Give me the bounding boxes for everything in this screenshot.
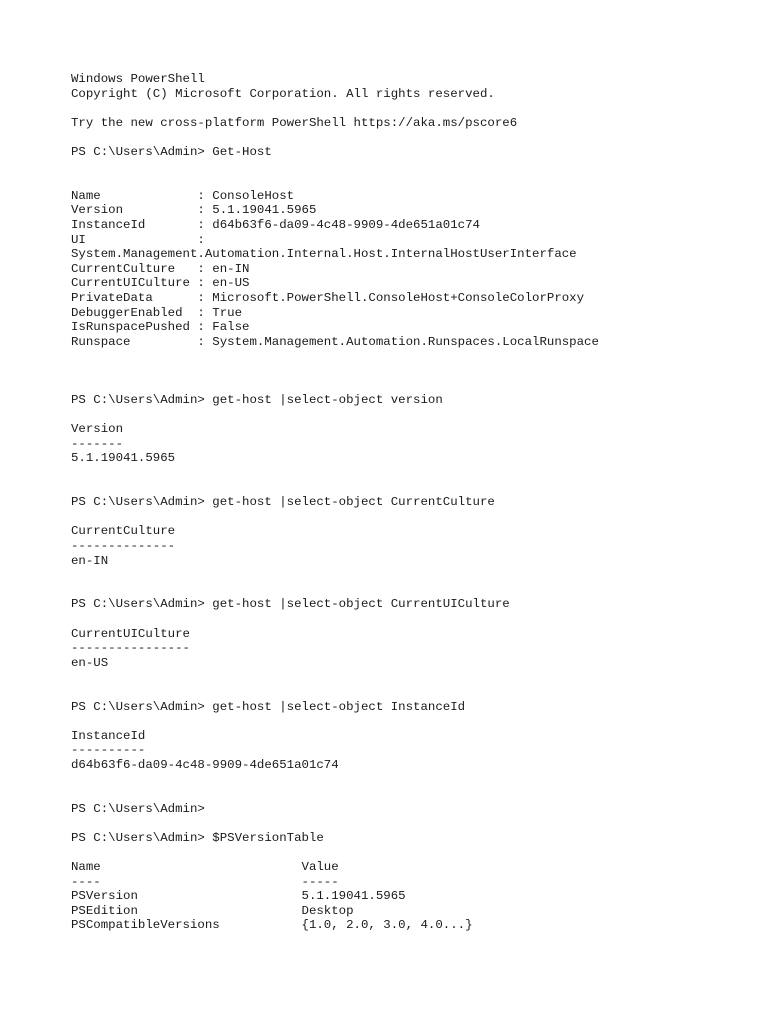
text-line [71, 481, 761, 496]
text-line: ---- ----- [71, 874, 339, 889]
text-line [71, 612, 761, 627]
text-line: d64b63f6-da09-4c48-9909-4de651a01c74 [71, 757, 339, 772]
text-line [71, 510, 761, 525]
text-line: Name Value [71, 860, 339, 875]
text-line: en-US [71, 655, 109, 670]
text-line: UI : [71, 232, 205, 247]
text-line [71, 130, 761, 145]
text-line [71, 714, 761, 729]
text-line [71, 845, 761, 860]
text-line [71, 408, 761, 423]
text-line: DebuggerEnabled : True [71, 305, 243, 320]
text-line: ------- [71, 436, 124, 451]
text-line: CurrentUICulture : en-US [71, 276, 250, 291]
text-line [71, 568, 761, 583]
text-line [71, 101, 761, 116]
text-line: InstanceId : d64b63f6-da09-4c48-9909-4de651a01c74 [71, 217, 480, 232]
text-line: InstanceId [71, 728, 146, 743]
text-line: 5.1.19041.5965 [71, 451, 176, 466]
text-line [71, 378, 761, 393]
text-line [71, 466, 761, 481]
text-line: Windows PowerShell [71, 72, 205, 86]
text-line: PSCompatibleVersions {1.0, 2.0, 3.0, 4.0...} [71, 918, 473, 933]
text-line [71, 583, 761, 598]
text-line [71, 816, 761, 831]
text-line: PSEdition Desktop [71, 903, 354, 918]
text-line: Version : 5.1.19041.5965 [71, 203, 317, 218]
text-line: System.Management.Automation.Internal.Host.InternalHostUserInterface [71, 247, 577, 262]
text-line: Try the new cross-platform PowerShell https://aka.ms/pscore6 [71, 115, 518, 130]
text-line: Runspace : System.Management.Automation.Runspaces.LocalRunspace [71, 334, 599, 349]
text-line: PrivateData : Microsoft.PowerShell.ConsoleHost+ConsoleColorProxy [71, 290, 585, 305]
text-line: en-IN [71, 553, 109, 568]
text-line [71, 685, 761, 700]
text-line: PSVersion 5.1.19041.5965 [71, 889, 406, 904]
text-line: CurrentCulture [71, 524, 176, 539]
text-line: CurrentCulture : en-IN [71, 261, 250, 276]
text-line: Version [71, 422, 124, 437]
text-line: PS C:\Users\Admin> get-host |select-object CurrentCulture [71, 495, 495, 510]
text-line: PS C:\Users\Admin> $PSVersionTable [71, 830, 324, 845]
text-line: ---------------- [71, 641, 190, 656]
text-line: CurrentUICulture [71, 626, 190, 641]
text-line [71, 670, 761, 685]
text-line [71, 160, 761, 175]
text-line: PS C:\Users\Admin> get-host |select-object CurrentUICulture [71, 597, 510, 612]
text-line: PS C:\Users\Admin> [71, 801, 205, 816]
text-line: Copyright (C) Microsoft Corporation. All rights reserved. [71, 86, 495, 101]
text-line [71, 787, 761, 802]
text-line: -------------- [71, 539, 176, 553]
text-line: PS C:\Users\Admin> get-host |select-object InstanceId [71, 699, 466, 714]
text-line: ---------- [71, 743, 146, 758]
text-line: PS C:\Users\Admin> Get-Host [71, 144, 272, 159]
text-line [71, 364, 761, 379]
text-line [71, 773, 761, 788]
text-line: PS C:\Users\Admin> get-host |select-object version [71, 393, 443, 408]
text-line [71, 174, 761, 189]
powershell-transcript [71, 72, 761, 933]
text-line: IsRunspacePushed : False [71, 320, 250, 335]
text-line [71, 349, 761, 364]
text-line: Name : ConsoleHost [71, 188, 295, 203]
